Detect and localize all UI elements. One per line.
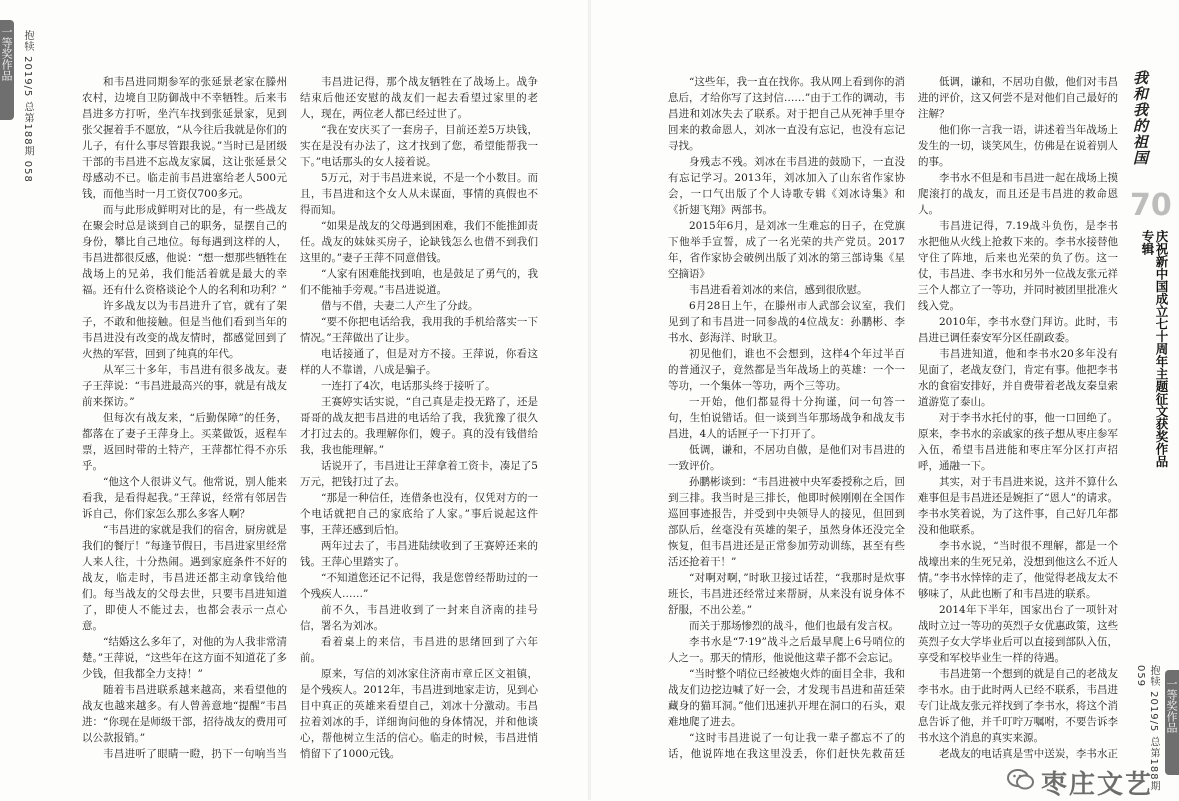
paragraph: 一连打了4次，电话那头终于接听了。 — [321, 380, 496, 392]
paragraph: 孙鹏彬谈到：“韦昌进被中央军委授称之后，回到三排。我当时是三排长，他即时候刚刚在全国作巡回事迹报告，并受到中央领导人的接见，但回到部队后，丝毫没有英雄的架子，虽然身体还没完全恢复，但韦昌进还是正常参加劳动训练，甚至有些活还抢着干！” — [668, 476, 905, 568]
feature-subtitle: 我和我的祖国 — [1131, 70, 1149, 166]
text-column-3 — [668, 74, 905, 764]
paragraph: 2010年，李书水登门拜访。此时，韦昌进已调任泰安军分区任副政委。 — [918, 316, 1118, 344]
paragraph: “要不你把电话给我，我用我的手机给落实一下情况。”王萍做出了让步。 — [300, 316, 538, 344]
paragraph: 2015年6月，是刘冰一生难忘的日子，在党旗下他举手宣誓，成了一名光荣的共产党员。2017年，省作家协会破例出版了刘冰的第三部诗集《星空摘语》 — [668, 220, 905, 280]
paragraph: 而与此形成鲜明对比的是，有一些战友在聚会时总是谈到自己的职务，显摆自己的身份，攀比自己地位。每每遇到这样的人，韦昌进都很反感，他说：“想一想那些牺牲在战场上的兄弟，我们能活着就是最大的幸福。还有什么资格谈论个人的名利和功利？” — [82, 204, 287, 296]
side-tab-right-label: 一等奖作品 — [1165, 678, 1178, 733]
paragraph: “当时整个哨位已经被炮火炸的面目全非，我和战友们边挖边喊了好一会，才发现韦昌进和苗廷荣藏身的猫耳洞。”他们迅速扒开埋在洞口的石头，艰难地爬了进去。 — [668, 668, 905, 728]
anniversary-logo: 70 — [1130, 188, 1172, 223]
text-column-2 — [300, 74, 538, 764]
paragraph: 王赛婷实话实说，“自己真是走投无路了，还是哥哥的战友把韦昌进的电话给了我，我犹豫了很久才打过去的。我理解你们，嫂子。真的没有钱借给我，我也能理解。” — [300, 396, 538, 456]
paragraph: 话说开了，韦昌进让王萍拿着工资卡，凑足了5万元，把钱打过了去。 — [300, 460, 538, 488]
paragraph: “韦昌进的家就是我们的宿舍，厨房就是我们的餐厅！”每逢节假日，韦昌进家里经常人来人往，十分热闹。遇到家庭条件不好的战友，临走时，韦昌进还都主动拿钱给他们。每当战友的父母去世，只要韦昌进知道了，即使人不能过去，也都会表示一点心意。 — [82, 524, 287, 632]
paragraph: 初见他们，谁也不会想到，这样4个年过半百的普通汉子，竟然都是当年战场上的英雄：一个一等功，一个集体一等功，两个三等功。 — [668, 348, 905, 392]
paragraph — [300, 762, 538, 764]
paragraph: 2014年下半年，国家出台了一项针对战时立过一等功的英烈子女优惠政策，这些英烈子女大学毕业后可以直接到部队入伍，享受和军校毕业生一样的待遇。 — [918, 604, 1118, 664]
paragraph: 韦昌进听了眼睛一瞪，扔下一句响当当 — [103, 748, 287, 760]
paragraph: 他们你一言我一语，讲述着当年战场上发生的一切，谈笑风生，仿佛是在说着别人的事。 — [918, 124, 1118, 168]
wechat-public-account-icon — [1007, 768, 1035, 792]
paragraph: 李书水是“7·19”战斗之后最早爬上6号哨位的人之一。那天的情形，他说他这辈子都不会忘记。 — [668, 636, 905, 664]
paragraph: 看着桌上的来信，韦昌进的思绪回到了六年前。 — [300, 636, 538, 664]
paragraph: “对啊对啊，”时耿卫接过话茬，“我那时是炊事班长，韦昌进还经常过来帮厨，从来没有说身体不舒服，不出公差。” — [668, 572, 905, 616]
watermark — [1007, 762, 1177, 798]
paragraph: 和韦昌进同期参军的张延景老家在滕州农村，边境自卫防御战中不幸牺牲。后来韦昌进多方打听，坐汽车找到张延景家，见到张父握着手不愿放，“从今往后我就是你们的儿子，有什么事尽管跟我说。”当时已是团级干部的韦昌进不忘战友家属，这让张延景父母感动不已。临走前韦昌进塞给老人500元钱，而他当时一月工资仅700多元。 — [82, 76, 287, 200]
side-tab-label: 一等奖作品 — [0, 26, 13, 81]
paragraph: 借与不借，夫妻二人产生了分歧。 — [321, 300, 479, 312]
paragraph: 从军三十多年，韦昌进有很多战友。妻子王萍说：“韦昌进最高兴的事，就是有战友前来探访。” — [82, 364, 287, 408]
paragraph: 身残志不残。刘冰在韦昌进的鼓励下，一直没有忘记学习。2013年，刘冰加入了山东省作家协会，一口气出版了个人诗歌专辑《刘冰诗集》和《折翅飞翔》两部书。 — [668, 156, 905, 216]
paragraph: 5万元，对于韦昌进来说，不是一个小数目。而且，韦昌进和这个女人从未谋面，事情的真假也不得而知。 — [300, 172, 538, 216]
feature-title-block — [1130, 70, 1170, 470]
paragraph: 但每次有战友来，“后勤保障”的任务，都落在了妻子王萍身上。买菜做饭，返程车票，返回时带的土特产，王萍都忙得不亦乐乎。 — [82, 412, 287, 472]
side-meta: 抱犊 2019/5 总第188期 058 — [22, 30, 33, 183]
text-column-1 — [82, 74, 287, 764]
paragraph: 电话接通了，但是对方不接。王萍说，你看这样的人不靠谱，八成是骗子。 — [300, 348, 538, 376]
paragraph: “那是一种信任，连借条也没有，仅凭对方的一个电话就把自己的家底给了人家。”事后说起这件事，王萍还感到后怕。 — [300, 492, 538, 536]
paragraph: “如果是战友的父母遇到困难，我们不能推卸责任。战友的妹妹买房子，论缺钱怎么也借不到我们这里的。”妻子王萍不同意借钱。 — [300, 220, 538, 264]
side-meta-right: 抱犊 2019/5 总第188期 059 — [1135, 665, 1159, 792]
watermark-text: 枣庄文艺 — [1041, 770, 1154, 800]
paragraph: 原来，写信的刘冰家住济南市章丘区文祖镇，是个残疾人。2012年，韦昌进到地家走访，见到心目中真正的英雄来看望自己，刘冰十分激动。韦昌拉着刘冰的手，详细询问他的身体情况，并和他谈心，帮他树立生活的信心。临走的时候，韦昌进悄悄留下了1000元钱。 — [300, 668, 538, 760]
paragraph: 随着韦昌进联系越来越高，来看望他的战友也越来越多。有人曾善意地“提醒”韦昌进：“你现在是师级干部，招待战友的费用可以公款报销。” — [82, 684, 287, 744]
paragraph: 老战友的电话真是雪中送炭，李书水正 — [939, 748, 1118, 760]
paragraph: 6月28日上午，在滕州市人武部会议室，我们见到了和韦昌进一同参战的4位战友：孙鹏彬、李书水、彭海洋、时耿卫。 — [668, 300, 905, 344]
paragraph: 李书水不但是和韦昌进一起在战场上摸爬滚打的战友，而且还是韦昌进的救命恩人。 — [918, 172, 1118, 216]
paragraph: 韦昌进第一个想到的就是自己的老战友李书水。由于此时两人已经不联系，韦昌进专门让战友张元祥找到了李书水，将这个消息告诉了他，并千叮咛万嘱咐，不要告诉李书水这个消息的真实来源。 — [918, 668, 1118, 744]
right-page — [590, 0, 1179, 800]
paragraph: 对于李书水托付的事，他一口回绝了。原来，李书水的亲戚家的孩子想从枣庄参军入伍，希望韦昌进能和枣庄军分区打声招呼，通融一下。 — [918, 412, 1118, 472]
paragraph: 李书水说，“当时很不理解，都是一个战壕出来的生死兄弟，没想到他这么不近人情。”李书水悻悻的走了，他觉得老战友太不够味了，从此也断了和韦昌进的联系。 — [918, 540, 1118, 600]
paragraph: 韦昌进知道，他和李书水20多年没有见面了，老战友登门，肯定有事。他把李书水的食宿安排好，并自费带着老战友秦皇索道游览了泰山。 — [918, 348, 1118, 408]
paragraph: “他这个人很讲义气。他常说，别人能来看我，是看得起我。”王萍说，经常有邻居告诉自己，你们家怎么那么多客人啊？ — [82, 476, 287, 520]
paragraph: 而关于那场惨烈的战斗，他们也最有发言权。 — [689, 620, 899, 632]
paragraph: “这时韦昌进说了一句让我一辈子都忘不了的话，他说阵地在我这里没丢，你们赶快先救苗廷 — [668, 732, 905, 760]
paragraph: 韦昌进记得，那个战友牺牲在了战场上。战争结束后他还安慰的战友们一起去看望过家里的老人，现在，两位老人都已经过世了。 — [300, 76, 538, 120]
paragraph: 前不久，韦昌进收到了一封来自济南的挂号信，署名为刘冰。 — [300, 604, 538, 632]
left-page — [0, 0, 590, 800]
paragraph: 其实，对于韦昌进来说，这并不算什么难事但是韦昌进还是婉拒了“恩人”的请求。李书水笑着说，为了这件事，自己好几年都没和他联系。 — [918, 476, 1118, 536]
paragraph: 韦昌进记得，7.19战斗负伤，是李书水把他从火线上抢救下来的。李书水接替他守住了阵地，后来也光荣的负了伤。这一仗，韦昌进、李书水和另外一位战友张元祥三个人都立了一等功，并同时被团里批准火线入党。 — [918, 220, 1118, 312]
paragraph: 低调，谦和，不居功自傲，他们对韦昌进的评价，这又何尝不是对他们自己最好的注解？ — [918, 76, 1118, 120]
paragraph: “不知道您还记不记得，我是您曾经帮助过的一个残疾人……” — [300, 572, 538, 600]
paragraph: “我在安庆买了一套房子，目前还差5万块钱，实在是没有办法了，这才找到了您，希望能帮我一下。”电话那头的女人接着说。 — [300, 124, 538, 168]
text-column-4 — [918, 74, 1118, 764]
feature-title: 庆祝新中国成立七十周年主题征文获奖作品专辑 — [1140, 230, 1169, 468]
paragraph: 许多战友以为韦昌进升了官，就有了架子，不敢和他接触。但是当他们看到当年的韦昌进没有改变的战友情时，都感觉回到了火热的军营，回到了纯真的年代。 — [82, 300, 287, 360]
paragraph: 低调，谦和，不居功自傲，是他们对韦昌进的一致评价。 — [668, 444, 905, 472]
paragraph: “结婚这么多年了，对他的为人我非常清楚。”王萍说，“这些年在这方面不知道花了多少钱，但我都全力支持！” — [82, 636, 287, 680]
paragraph: 韦昌进看着刘冰的来信，感到很欣慰。 — [689, 284, 868, 296]
paragraph: “人家有困难能找到咱，也是鼓足了勇气的，我们不能袖手旁观。”韦昌进说道。 — [300, 268, 538, 296]
paragraph: “这些年，我一直在找你。我从网上看到你的消息后，才给你写了这封信……”由于工作的调动，韦昌进和刘冰失去了联系。对于把自己从死神手里夺回来的救命恩人，刘冰一直没有忘记，也没有忘记寻找。 — [668, 76, 905, 152]
paragraph: 两年过去了，韦昌进陆续收到了王赛婷还来的钱。王萍心里踏实了。 — [300, 540, 538, 568]
paragraph: 一开始，他们都显得十分拘谨，问一句答一句，生怕说错话。但一谈到当年那场战争和战友韦昌进，4人的话匣子一下打开了。 — [668, 396, 905, 440]
